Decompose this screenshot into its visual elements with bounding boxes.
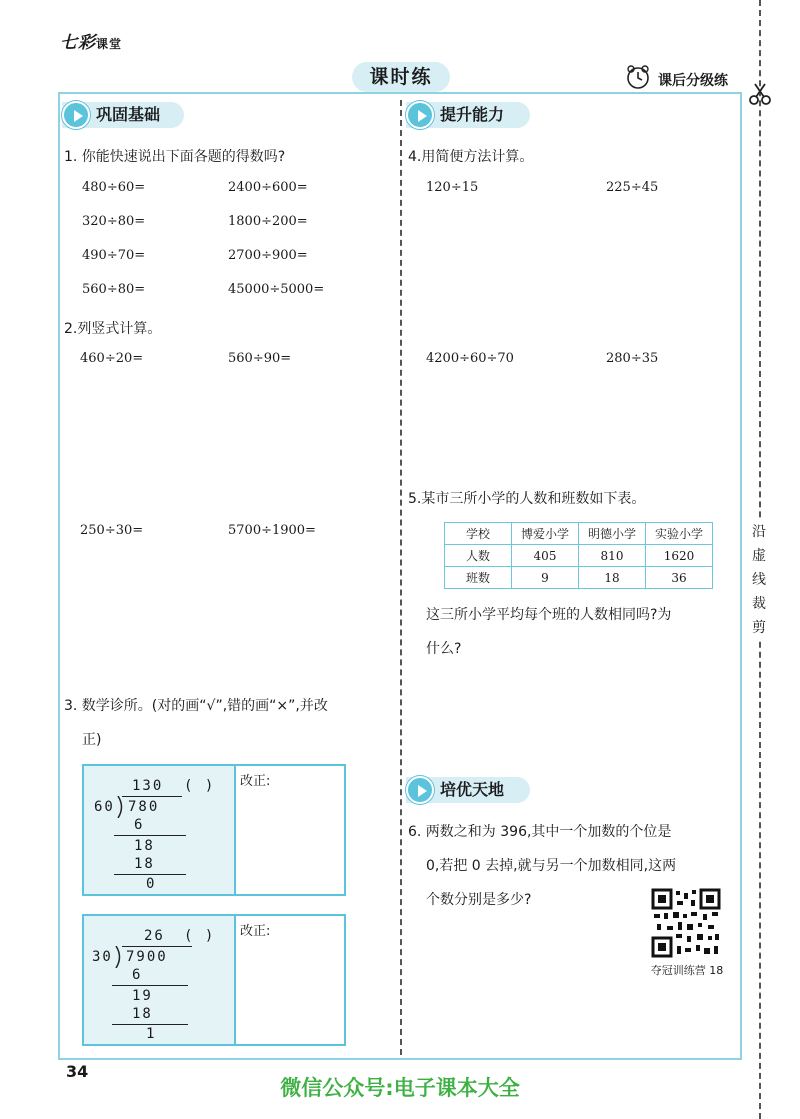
q4-item: 225÷45 <box>606 180 659 195</box>
brand-suffix: 课堂 <box>96 37 123 51</box>
table-cell: 36 <box>646 567 713 589</box>
column-divider <box>400 100 402 1055</box>
dividend: 780 <box>128 799 160 815</box>
q1-item: 1800÷200= <box>228 214 308 229</box>
q6-line: 6. 两数之和为 396,其中一个加数的个位是 <box>408 824 672 840</box>
qr-code-icon[interactable] <box>651 888 721 958</box>
division-bar <box>122 796 182 797</box>
play-icon <box>62 101 90 129</box>
step: 6 <box>132 967 143 983</box>
q5-prompt: 5.某市三所小学的人数和班数如下表。 <box>408 491 646 507</box>
q3-prompt: 3. 数学诊所。(对的画“√”,错的画“×”,并改 <box>64 698 328 714</box>
qr-caption: 夺冠训练营 18 <box>650 964 724 977</box>
table-header-cell: 博爱小学 <box>512 523 579 545</box>
play-icon <box>406 776 434 804</box>
dividend: 7900 <box>126 949 168 965</box>
q1-item: 45000÷5000= <box>228 282 325 297</box>
table-cell: 18 <box>579 567 646 589</box>
q1-prompt: 1. 你能快速说出下面各题的得数吗? <box>64 149 286 165</box>
correction-label: 改正: <box>240 774 271 789</box>
q5-question: 这三所小学平均每个班的人数相同吗?为 <box>426 607 672 623</box>
q4-item: 4200÷60÷70 <box>426 351 514 366</box>
alarm-clock-icon <box>625 64 651 90</box>
section-excel <box>406 777 530 803</box>
table-cell: 405 <box>512 545 579 567</box>
table-header-cell: 实验小学 <box>646 523 713 545</box>
q2-item: 560÷90= <box>228 351 292 366</box>
q1-item: 480÷60= <box>82 180 146 195</box>
step: 18 <box>132 1006 153 1022</box>
q1-item: 2700÷900= <box>228 248 308 263</box>
table-cell: 人数 <box>445 545 512 567</box>
step-rule <box>114 835 186 836</box>
judge-mark[interactable]: ( ) <box>184 778 216 794</box>
play-icon <box>406 101 434 129</box>
section-consolidate <box>62 102 184 128</box>
cut-char: 线 <box>752 572 766 588</box>
division-work <box>84 916 234 1044</box>
q1-item: 2400÷600= <box>228 180 308 195</box>
graded-practice-label: 课后分级练 <box>658 73 728 89</box>
cut-char: 裁 <box>752 596 766 612</box>
table-header-cell: 明德小学 <box>579 523 646 545</box>
step: 0 <box>146 876 157 892</box>
table-header-cell: 学校 <box>445 523 512 545</box>
q4-prompt: 4.用简便方法计算。 <box>408 149 534 165</box>
q6-line: 0,若把 0 去掉,就与另一个加数相同,这两 <box>426 858 677 874</box>
table-row <box>445 545 713 567</box>
q1-item: 320÷80= <box>82 214 146 229</box>
step-rule <box>112 1024 188 1025</box>
q1-item: 560÷80= <box>82 282 146 297</box>
section-title: 巩固基础 <box>96 105 161 124</box>
division-bracket <box>114 946 124 968</box>
page-number: 34 <box>66 1062 89 1081</box>
step: 19 <box>132 988 153 1004</box>
division-bar <box>122 946 192 947</box>
correction-box-2 <box>82 914 346 1046</box>
cut-char: 沿 <box>752 524 766 540</box>
cut-char: 剪 <box>752 620 766 636</box>
cut-instruction <box>749 520 769 640</box>
correction-box-1 <box>82 764 346 896</box>
divisor: 60 <box>94 799 115 815</box>
q1-item: 490÷70= <box>82 248 146 263</box>
table-cell: 9 <box>512 567 579 589</box>
box-divider <box>234 766 236 894</box>
quotient: 130 <box>132 778 164 794</box>
step: 6 <box>134 817 145 833</box>
box-divider <box>234 916 236 1044</box>
divisor: 30 <box>92 949 113 965</box>
quotient: 26 <box>144 928 165 944</box>
step: 18 <box>134 856 155 872</box>
q4-item: 120÷15 <box>426 180 479 195</box>
section-title: 提升能力 <box>440 105 505 124</box>
step-rule <box>112 985 188 986</box>
q2-item: 5700÷1900= <box>228 523 316 538</box>
q6-line: 个数分别是多少? <box>426 892 532 908</box>
section-improve <box>406 102 530 128</box>
step: 1 <box>146 1026 157 1042</box>
table-cell: 班数 <box>445 567 512 589</box>
footer-watermark: 微信公众号:电子课本大全 <box>280 1076 520 1100</box>
scissors-icon <box>748 82 772 106</box>
step-rule <box>114 874 186 875</box>
school-stats-table <box>444 522 713 589</box>
q5-question-cont: 什么? <box>426 641 462 657</box>
brand-name: 七彩 <box>60 33 96 53</box>
page-title: 课时练 <box>352 62 450 92</box>
q3-prompt-cont: 正) <box>82 732 102 748</box>
q2-item: 460÷20= <box>80 351 144 366</box>
brand-logo <box>60 28 122 53</box>
q2-item: 250÷30= <box>80 523 144 538</box>
table-header-row <box>445 523 713 545</box>
section-title: 培优天地 <box>440 780 505 799</box>
judge-mark[interactable]: ( ) <box>184 928 216 944</box>
cut-char: 虚 <box>752 548 766 564</box>
division-bracket <box>116 796 126 818</box>
table-cell: 810 <box>579 545 646 567</box>
q4-item: 280÷35 <box>606 351 659 366</box>
division-work <box>84 766 234 894</box>
correction-label: 改正: <box>240 924 271 939</box>
step: 18 <box>134 838 155 854</box>
table-cell: 1620 <box>646 545 713 567</box>
q2-prompt: 2.列竖式计算。 <box>64 321 162 337</box>
table-row <box>445 567 713 589</box>
